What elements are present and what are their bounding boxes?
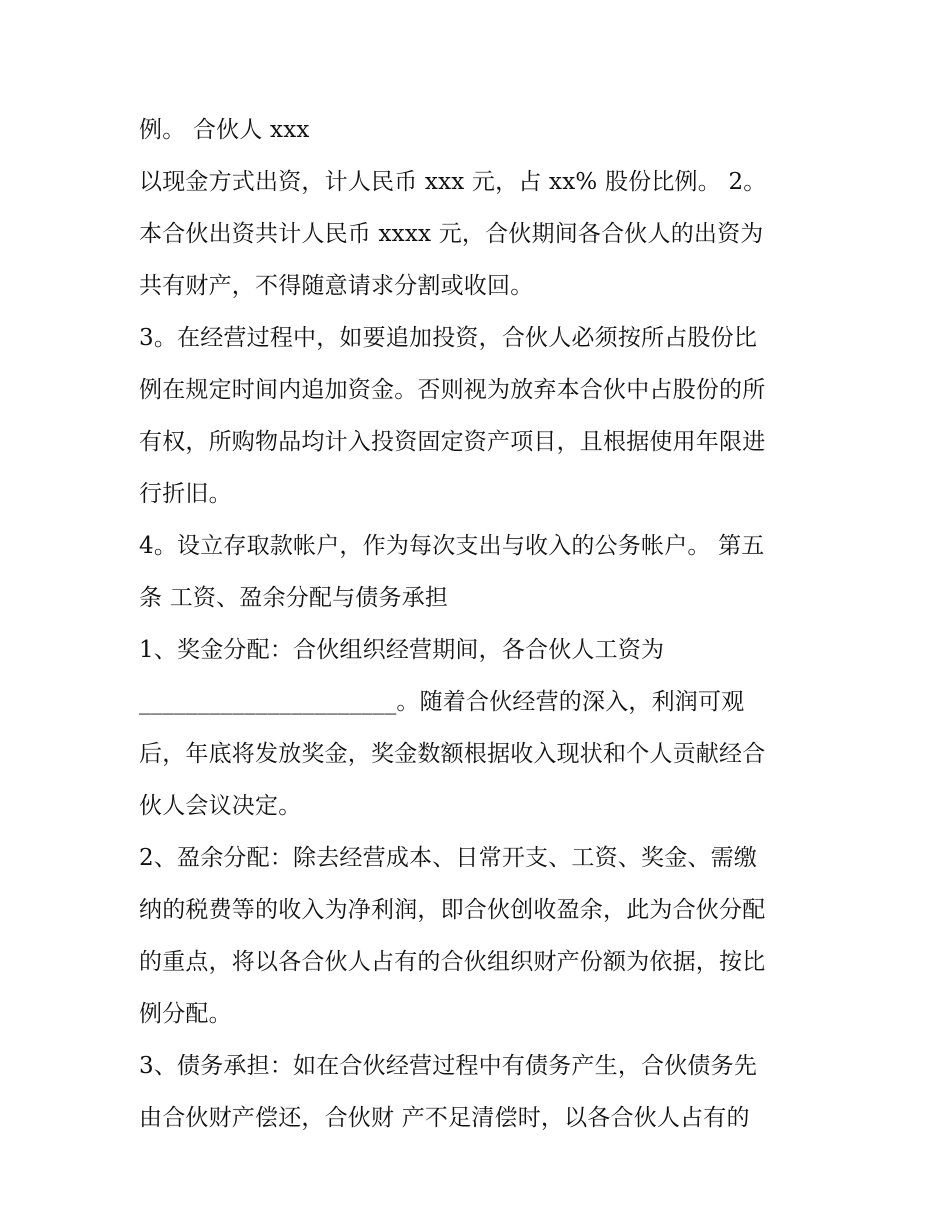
text-line: 3。在经营过程中，如要追加投资，合伙人必须按所占股份比 [139,325,758,351]
text-line: 伙人会议决定。 [139,793,302,819]
text-line: 条 工资、盈余分配与债务承担 [139,585,449,611]
text-line: 纳的税费等的收入为净利润，即合伙创收盈余，此为合伙分配 [139,897,766,923]
text-line: 例分配。 [139,1001,232,1027]
text-line: 有权，所购物品均计入投资固定资产项目，且根据使用年限进 [139,429,766,455]
text-line: 例在规定时间内追加资金。否则视为放弃本合伙中占股份的所 [139,377,766,403]
text-line: 共有财产，不得随意请求分割或收回。 [139,273,534,299]
text-line: 例。 合伙人 xxx [139,117,310,143]
text-line: 由合伙财产偿还，合伙财 产不足清偿时，以各合伙人占有的 [139,1105,750,1131]
document-body [139,108,829,1148]
text-line: 1、奖金分配：合伙组织经营期间，各合伙人工资为 [139,637,665,663]
text-line: 的重点，将以各合伙人占有的合伙组织财产份额为依据，按比 [139,949,766,975]
text-line: 后，年底将发放奖金，奖金数额根据收入现状和个人贡献经合 [139,741,766,767]
text-line: ______________________。随着合伙经营的深入，利润可观 [139,689,745,715]
text-line: 以现金方式出资，计人民币 xxx 元，占 xx% 股份比例。 2。 [139,169,767,195]
text-line: 4。设立存取款帐户，作为每次支出与收入的公务帐户。 第五 [139,533,765,559]
text-line: 2、盈余分配：除去经营成本、日常开支、工资、奖金、需缴 [139,845,758,871]
text-line: 行折旧。 [139,481,232,507]
text-line: 本合伙出资共计人民币 xxxx 元，合伙期间各合伙人的出资为 [139,221,764,247]
text-line: 3、债务承担：如在合伙经营过程中有债务产生，合伙债务先 [139,1053,758,1079]
